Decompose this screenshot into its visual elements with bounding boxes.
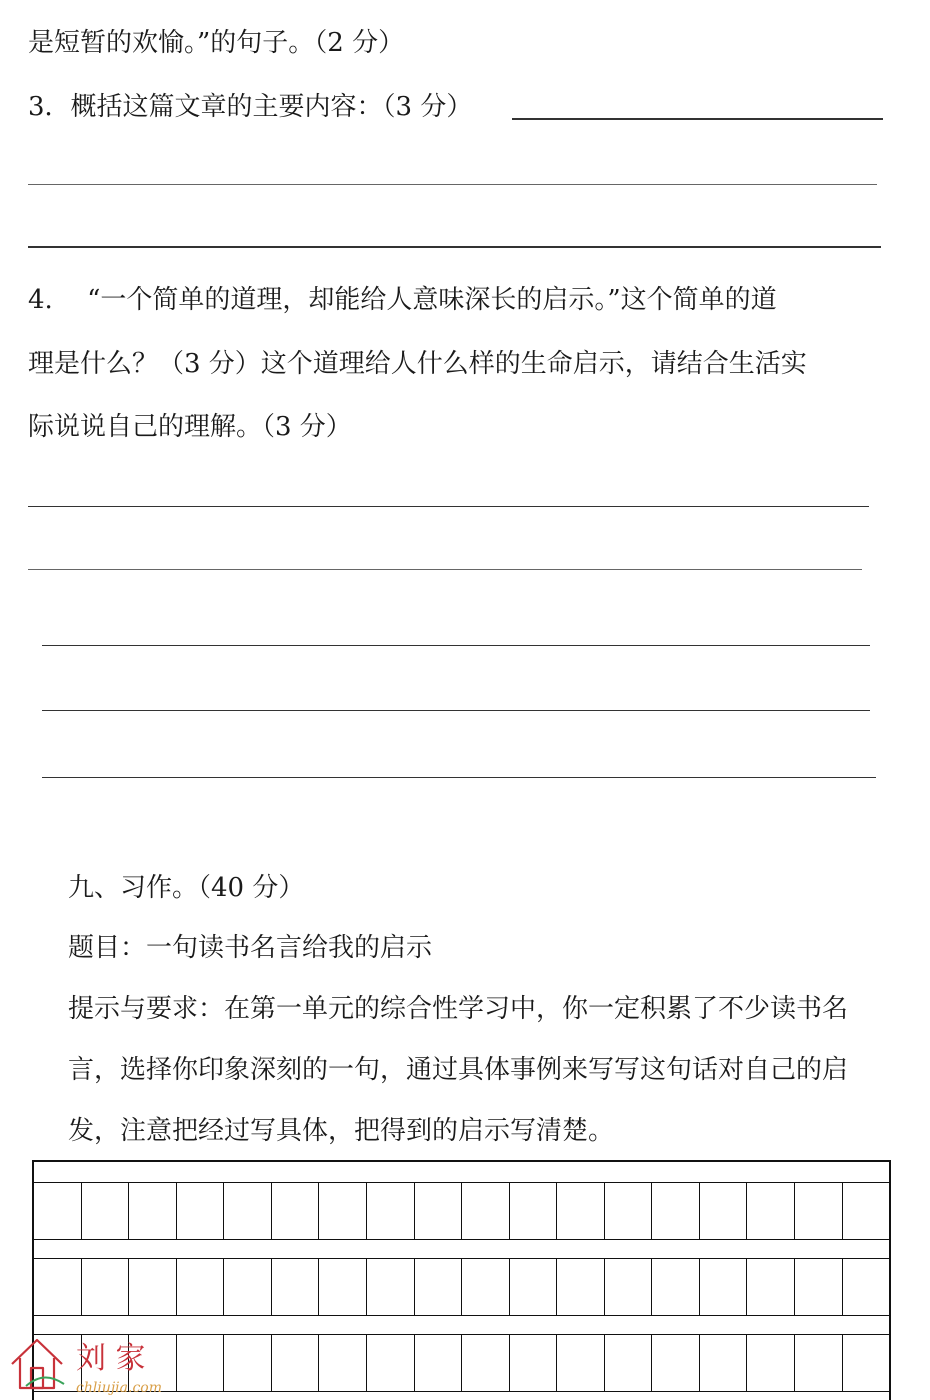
question-4-line-1: 4. “一个简单的道理，却能给人意味深长的启示。”这个简单的道 [28, 285, 777, 315]
grid-cell[interactable] [746, 1259, 794, 1315]
grid-cell[interactable] [318, 1183, 366, 1239]
section-9-requirement-1: 提示与要求：在第一单元的综合性学习中，你一定积累了不少读书名 [68, 994, 849, 1024]
grid-cell[interactable] [556, 1335, 604, 1391]
section-9-requirement-2: 言，选择你印象深刻的一句，通过具体事例来写写这句话对自己的启 [68, 1055, 849, 1085]
grid-cell[interactable] [271, 1259, 319, 1315]
grid-cell[interactable] [128, 1259, 176, 1315]
grid-cell[interactable] [699, 1259, 747, 1315]
question-3-prompt: 3．概括这篇文章的主要内容：（3 分） [28, 92, 473, 122]
grid-cell[interactable] [366, 1183, 414, 1239]
grid-cell[interactable] [842, 1183, 890, 1239]
answer-line-q4-5[interactable] [42, 777, 876, 778]
grid-cell[interactable] [176, 1183, 224, 1239]
grid-cell[interactable] [794, 1183, 842, 1239]
grid-cell[interactable] [746, 1335, 794, 1391]
answer-line-q3-2[interactable] [28, 246, 881, 248]
grid-cell[interactable] [176, 1259, 224, 1315]
watermark-logo [6, 1334, 166, 1396]
grid-cell[interactable] [651, 1183, 699, 1239]
grid-cell[interactable] [223, 1183, 271, 1239]
answer-line-q4-4[interactable] [42, 710, 870, 711]
grid-cell[interactable] [271, 1183, 319, 1239]
answer-line-q4-3[interactable] [42, 645, 870, 646]
grid-cell[interactable] [556, 1259, 604, 1315]
grid-cell[interactable] [223, 1259, 271, 1315]
house-icon [12, 1340, 62, 1388]
grid-cell[interactable] [366, 1259, 414, 1315]
answer-line-q3-1[interactable] [28, 184, 877, 185]
grid-cell[interactable] [461, 1259, 509, 1315]
grid-cell[interactable] [794, 1335, 842, 1391]
grid-row[interactable] [34, 1182, 889, 1240]
section-9-requirement-3: 发，注意把经过写具体，把得到的启示写清楚。 [68, 1116, 615, 1146]
answer-line-q3-inline[interactable] [512, 118, 883, 120]
grid-cell[interactable] [699, 1335, 747, 1391]
grid-cell[interactable] [794, 1259, 842, 1315]
grid-cell[interactable] [34, 1259, 81, 1315]
grid-cell[interactable] [699, 1183, 747, 1239]
grid-cell[interactable] [34, 1183, 81, 1239]
answer-line-q4-2[interactable] [28, 569, 862, 570]
grid-cell[interactable] [128, 1183, 176, 1239]
grid-cell[interactable] [842, 1259, 890, 1315]
question-4-line-3: 际说说自己的理解。（3 分） [28, 412, 352, 442]
question-2-tail: 是短暂的欢愉。”的句子。（2 分） [28, 28, 405, 58]
grid-cell[interactable] [509, 1259, 557, 1315]
grid-cell[interactable] [842, 1335, 890, 1391]
grid-cell[interactable] [223, 1335, 271, 1391]
grid-cell[interactable] [81, 1259, 129, 1315]
grid-row[interactable] [34, 1258, 889, 1316]
section-9-heading: 九、习作。（40 分） [68, 873, 305, 903]
grid-cell[interactable] [366, 1335, 414, 1391]
grid-cell[interactable] [461, 1183, 509, 1239]
grid-cell[interactable] [509, 1183, 557, 1239]
grid-cell[interactable] [604, 1335, 652, 1391]
grid-cell[interactable] [604, 1183, 652, 1239]
watermark-site: chliujia.com [76, 1380, 162, 1396]
grid-cell[interactable] [414, 1335, 462, 1391]
grid-cell[interactable] [271, 1335, 319, 1391]
grid-cell[interactable] [651, 1335, 699, 1391]
grid-cell[interactable] [318, 1335, 366, 1391]
grid-cell[interactable] [414, 1259, 462, 1315]
section-9-title: 题目：一句读书名言给我的启示 [68, 933, 433, 963]
answer-line-q4-1[interactable] [28, 506, 869, 507]
question-4-line-2: 理是什么？（3 分）这个道理给人什么样的生命启示，请结合生活实 [28, 349, 807, 379]
grid-cell[interactable] [461, 1335, 509, 1391]
grid-cell[interactable] [81, 1183, 129, 1239]
grid-cell[interactable] [604, 1259, 652, 1315]
grid-cell[interactable] [509, 1335, 557, 1391]
grid-cell[interactable] [176, 1335, 224, 1391]
grid-cell[interactable] [414, 1183, 462, 1239]
grid-cell[interactable] [746, 1183, 794, 1239]
grid-cell[interactable] [651, 1259, 699, 1315]
grid-cell[interactable] [556, 1183, 604, 1239]
grid-cell[interactable] [318, 1259, 366, 1315]
watermark-brand: 刘 家 [76, 1341, 146, 1376]
